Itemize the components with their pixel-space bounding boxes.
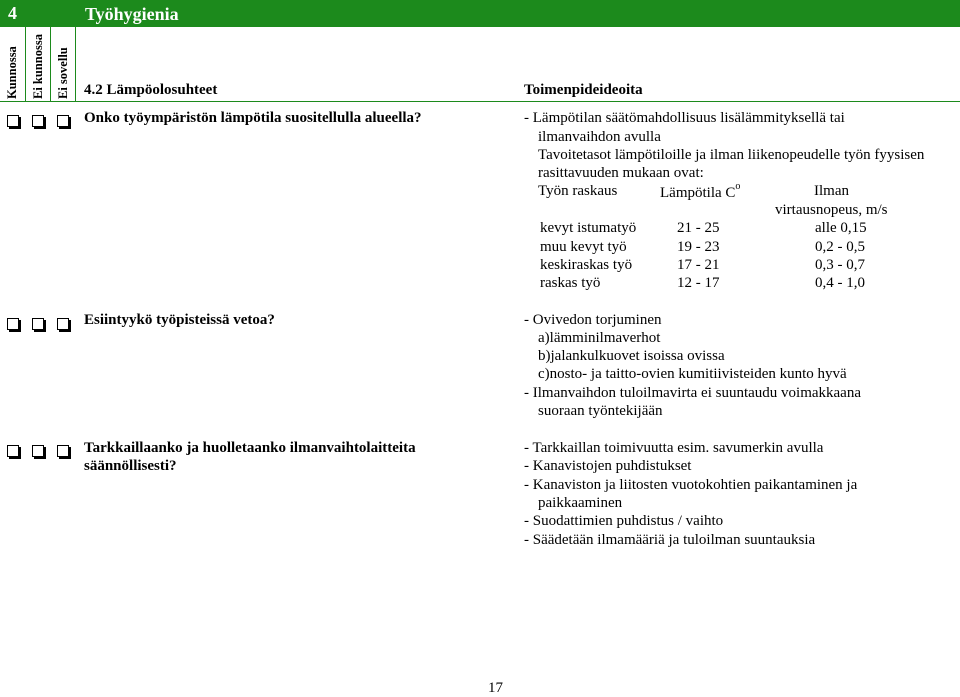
question-text: säännöllisesti?	[84, 458, 177, 474]
temp-table-header-temp: Lämpötila $C^o$	[660, 181, 741, 201]
temp-table-header-work: Työn raskaus	[538, 183, 618, 199]
checkbox-ei-kunnossa[interactable]	[32, 115, 44, 127]
page-number: 17	[488, 680, 503, 696]
question-text: Esiintyykö työpisteissä vetoa?	[84, 312, 275, 328]
table-cell: 17 - 21	[677, 257, 720, 273]
table-cell: 0,4 - 1,0	[815, 275, 865, 291]
checkbox-kunnossa[interactable]	[7, 115, 19, 127]
action-line: a)lämminilmaverhot	[538, 330, 661, 346]
action-line: suoraan työntekijään	[538, 403, 663, 419]
action-line: - Ilmanvaihdon tuloilmavirta ei suuntaudu voimakkaana	[524, 385, 861, 401]
table-cell: 12 - 17	[677, 275, 720, 291]
table-cell: 0,2 - 0,5	[815, 239, 865, 255]
degree-superscript: o	[735, 181, 741, 192]
column-divider	[75, 27, 76, 102]
checkbox-ei-sovellu[interactable]	[57, 445, 69, 457]
table-cell: kevyt istumatyö	[540, 220, 637, 236]
table-cell: 0,3 - 0,7	[815, 257, 865, 273]
column-header-ei-sovellu: Ei sovellu	[56, 47, 70, 99]
action-line: - Kanaviston ja liitosten vuotokohtien paikantaminen ja	[524, 477, 858, 493]
checkbox-ei-kunnossa[interactable]	[32, 445, 44, 457]
action-line: - Tarkkaillan toimivuutta esim. savumerkin avulla	[524, 440, 824, 456]
section-header-bar	[0, 0, 960, 27]
action-line: - Lämpötilan säätömahdollisuus lisälämmityksellä tai	[524, 110, 845, 126]
action-line: - Kanavistojen puhdistukset	[524, 458, 692, 474]
column-divider	[50, 27, 51, 102]
temp-table-header-air: Ilman	[814, 183, 849, 199]
checkbox-ei-kunnossa[interactable]	[32, 318, 44, 330]
action-line: rasittavuuden mukaan ovat:	[538, 165, 704, 181]
checkbox-ei-sovellu[interactable]	[57, 318, 69, 330]
table-cell: 19 - 23	[677, 239, 720, 255]
action-line: - Ovivedon torjuminen	[524, 312, 662, 328]
table-cell: raskas työ	[540, 275, 601, 291]
section-number: 4	[8, 3, 17, 23]
question-text: Onko työympäristön lämpötila suositellulla alueella?	[84, 110, 422, 126]
table-cell: muu kevyt työ	[540, 239, 627, 255]
action-line: c)nosto- ja taitto-ovien kumitiivisteiden kunto hyvä	[538, 366, 847, 382]
checkbox-kunnossa[interactable]	[7, 318, 19, 330]
checkbox-ei-sovellu[interactable]	[57, 115, 69, 127]
temp-table-header-airspeed: virtausnopeus, m/s	[775, 202, 888, 218]
table-cell: alle 0,15	[815, 220, 867, 236]
header-underline	[0, 101, 960, 102]
action-line: - Säädetään ilmamääriä ja tuloilman suuntauksia	[524, 532, 816, 548]
subsection-title: 4.2 Lämpöolosuhteet	[84, 82, 218, 98]
section-title: Työhygienia	[85, 4, 179, 24]
action-line: paikkaaminen	[538, 495, 623, 511]
action-line: ilmanvaihdon avulla	[538, 129, 661, 145]
action-line: - Suodattimien puhdistus / vaihto	[524, 513, 724, 529]
question-text: Tarkkaillaanko ja huolletaanko ilmanvaihtolaitteita	[84, 440, 416, 456]
table-cell: 21 - 25	[677, 220, 720, 236]
column-divider	[25, 27, 26, 102]
checkbox-kunnossa[interactable]	[7, 445, 19, 457]
action-line: b)jalankulkuovet isoissa ovissa	[538, 348, 725, 364]
action-line: Tavoitetasot lämpötiloille ja ilman liikenopeudelle työn fyysisen	[538, 147, 925, 163]
column-header-ei-kunnossa: Ei kunnossa	[31, 34, 45, 99]
table-cell: keskiraskas työ	[540, 257, 633, 273]
actions-header: Toimenpideideoita	[524, 82, 643, 98]
column-header-kunnossa: Kunnossa	[5, 46, 19, 99]
